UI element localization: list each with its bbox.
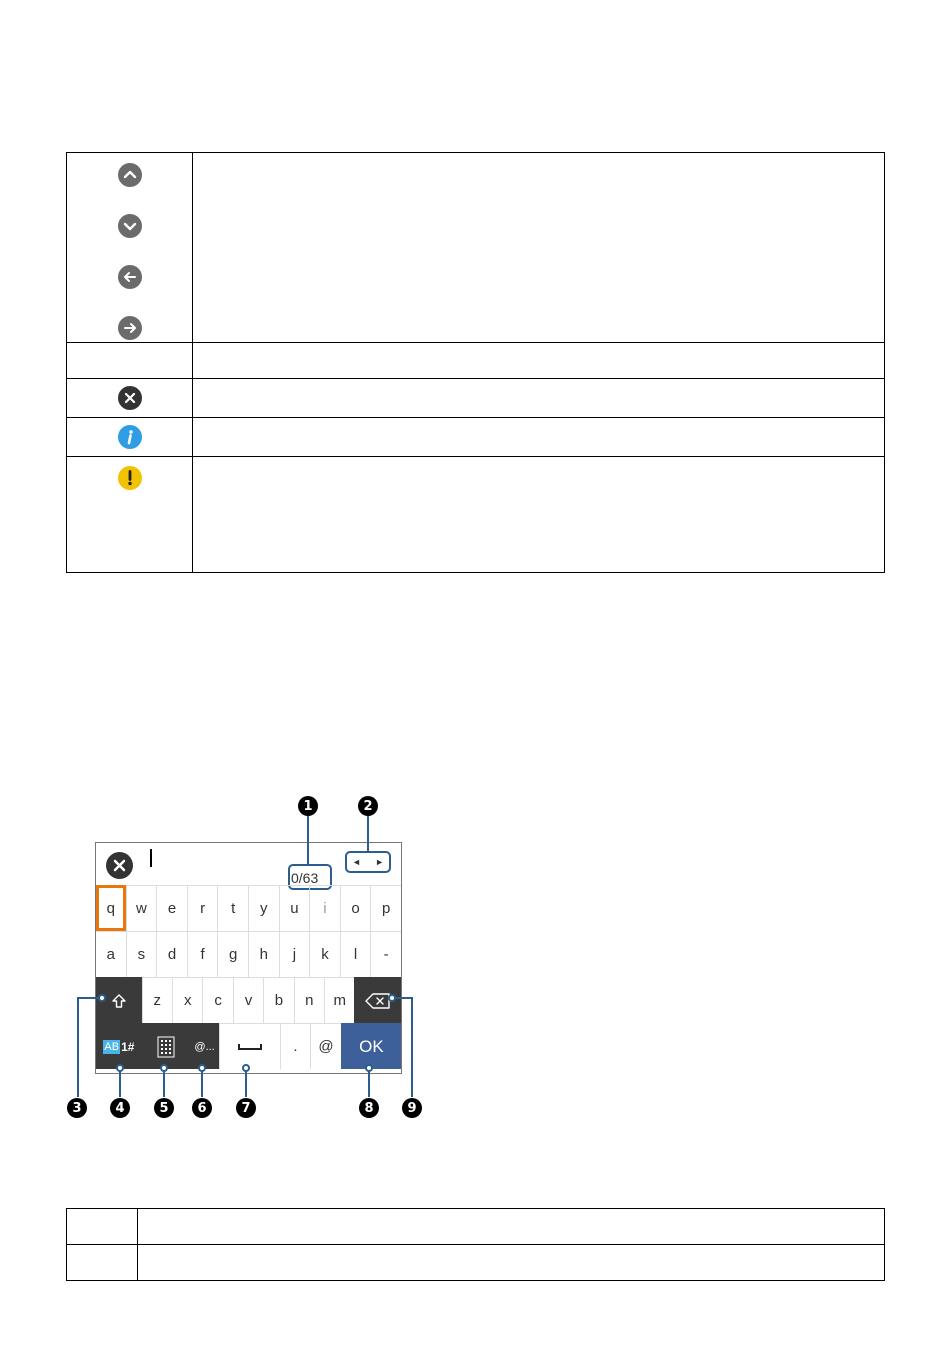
key[interactable]: k — [309, 931, 340, 977]
keypad-grid-icon — [157, 1036, 175, 1058]
key-row-2 — [96, 931, 401, 977]
key-row-3 — [96, 977, 401, 1023]
backspace-icon — [365, 993, 391, 1009]
symbol-key[interactable]: @... — [189, 1023, 220, 1069]
arrow-right-icon — [118, 316, 142, 340]
cursor-right-button[interactable]: ► — [375, 857, 384, 867]
table-row — [67, 1209, 885, 1245]
key[interactable]: j — [279, 931, 310, 977]
key-area — [96, 885, 401, 1069]
shift-icon — [111, 993, 127, 1009]
close-icon — [106, 852, 133, 879]
icon-cell — [67, 457, 193, 573]
table-row — [67, 1245, 885, 1281]
mode-ab-label: AB — [104, 1040, 120, 1053]
key[interactable]: @ — [310, 1023, 341, 1069]
key[interactable]: g — [217, 931, 248, 977]
icon-cell — [67, 153, 193, 343]
key[interactable]: w — [126, 885, 157, 931]
icon-table-row — [67, 379, 885, 418]
description-cell — [193, 418, 885, 457]
bottom-table — [66, 1208, 885, 1281]
keypad-key[interactable] — [142, 1023, 189, 1069]
key[interactable]: o — [340, 885, 371, 931]
char-count: 0/63 — [291, 870, 319, 886]
space-key[interactable] — [219, 1023, 279, 1069]
description-cell — [193, 153, 885, 343]
shift-key[interactable] — [96, 977, 142, 1023]
description-cell — [193, 379, 885, 418]
cursor-left-button[interactable]: ◄ — [352, 857, 361, 867]
backspace-key[interactable] — [354, 977, 401, 1023]
key[interactable]: m — [324, 977, 354, 1023]
key[interactable]: q — [96, 885, 126, 931]
icon-cell — [67, 379, 193, 418]
table-value-cell — [138, 1245, 885, 1281]
text-cursor[interactable] — [150, 849, 152, 867]
close-icon — [118, 386, 142, 410]
icon-cell — [67, 343, 193, 379]
info-icon — [118, 425, 142, 449]
icon-table-row — [67, 343, 885, 379]
key[interactable]: a — [96, 931, 126, 977]
callout-9: 9 — [402, 1098, 422, 1118]
icon-table-row — [67, 418, 885, 457]
key[interactable]: p — [370, 885, 401, 931]
callout-1: 1 — [298, 796, 318, 816]
description-cell — [193, 457, 885, 573]
key[interactable]: f — [187, 931, 218, 977]
chevron-up-icon — [118, 163, 142, 187]
mode-num-label: 1# — [121, 1039, 135, 1054]
software-keyboard — [95, 842, 402, 1074]
key[interactable]: r — [187, 885, 218, 931]
table-key-cell — [67, 1245, 138, 1281]
arrow-left-icon — [118, 265, 142, 289]
key[interactable]: h — [248, 931, 279, 977]
key[interactable]: d — [156, 931, 187, 977]
chevron-down-icon — [118, 214, 142, 238]
key[interactable]: v — [233, 977, 263, 1023]
warning-icon — [118, 466, 142, 490]
close-button[interactable] — [106, 852, 133, 884]
cursor-move-buttons — [345, 851, 391, 873]
callout-4: 4 — [110, 1098, 130, 1118]
key[interactable]: i — [309, 885, 340, 931]
icon-table — [66, 152, 885, 573]
key[interactable]: x — [172, 977, 202, 1023]
key[interactable]: z — [142, 977, 172, 1023]
icon-table-row — [67, 153, 885, 343]
callout-7: 7 — [236, 1098, 256, 1118]
input-mode-key[interactable] — [96, 1023, 142, 1069]
key[interactable]: l — [340, 931, 371, 977]
key[interactable]: u — [279, 885, 310, 931]
space-icon — [238, 1043, 262, 1051]
key[interactable]: c — [202, 977, 232, 1023]
key[interactable]: . — [280, 1023, 311, 1069]
callout-3: 3 — [67, 1098, 87, 1118]
icon-table-row — [67, 457, 885, 573]
key-row-1 — [96, 885, 401, 931]
callout-8: 8 — [359, 1098, 379, 1118]
key[interactable]: t — [217, 885, 248, 931]
key-row-4 — [96, 1023, 401, 1069]
ok-button[interactable]: OK — [341, 1023, 401, 1069]
callout-2: 2 — [358, 796, 378, 816]
input-bar — [96, 843, 401, 885]
table-value-cell — [138, 1209, 885, 1245]
key[interactable]: e — [156, 885, 187, 931]
callout-5: 5 — [154, 1098, 174, 1118]
key[interactable]: y — [248, 885, 279, 931]
callout-6: 6 — [192, 1098, 212, 1118]
key[interactable]: s — [126, 931, 157, 977]
table-key-cell — [67, 1209, 138, 1245]
key[interactable]: n — [294, 977, 324, 1023]
icon-cell — [67, 418, 193, 457]
description-cell — [193, 343, 885, 379]
key[interactable]: - — [370, 931, 401, 977]
key[interactable]: b — [263, 977, 293, 1023]
